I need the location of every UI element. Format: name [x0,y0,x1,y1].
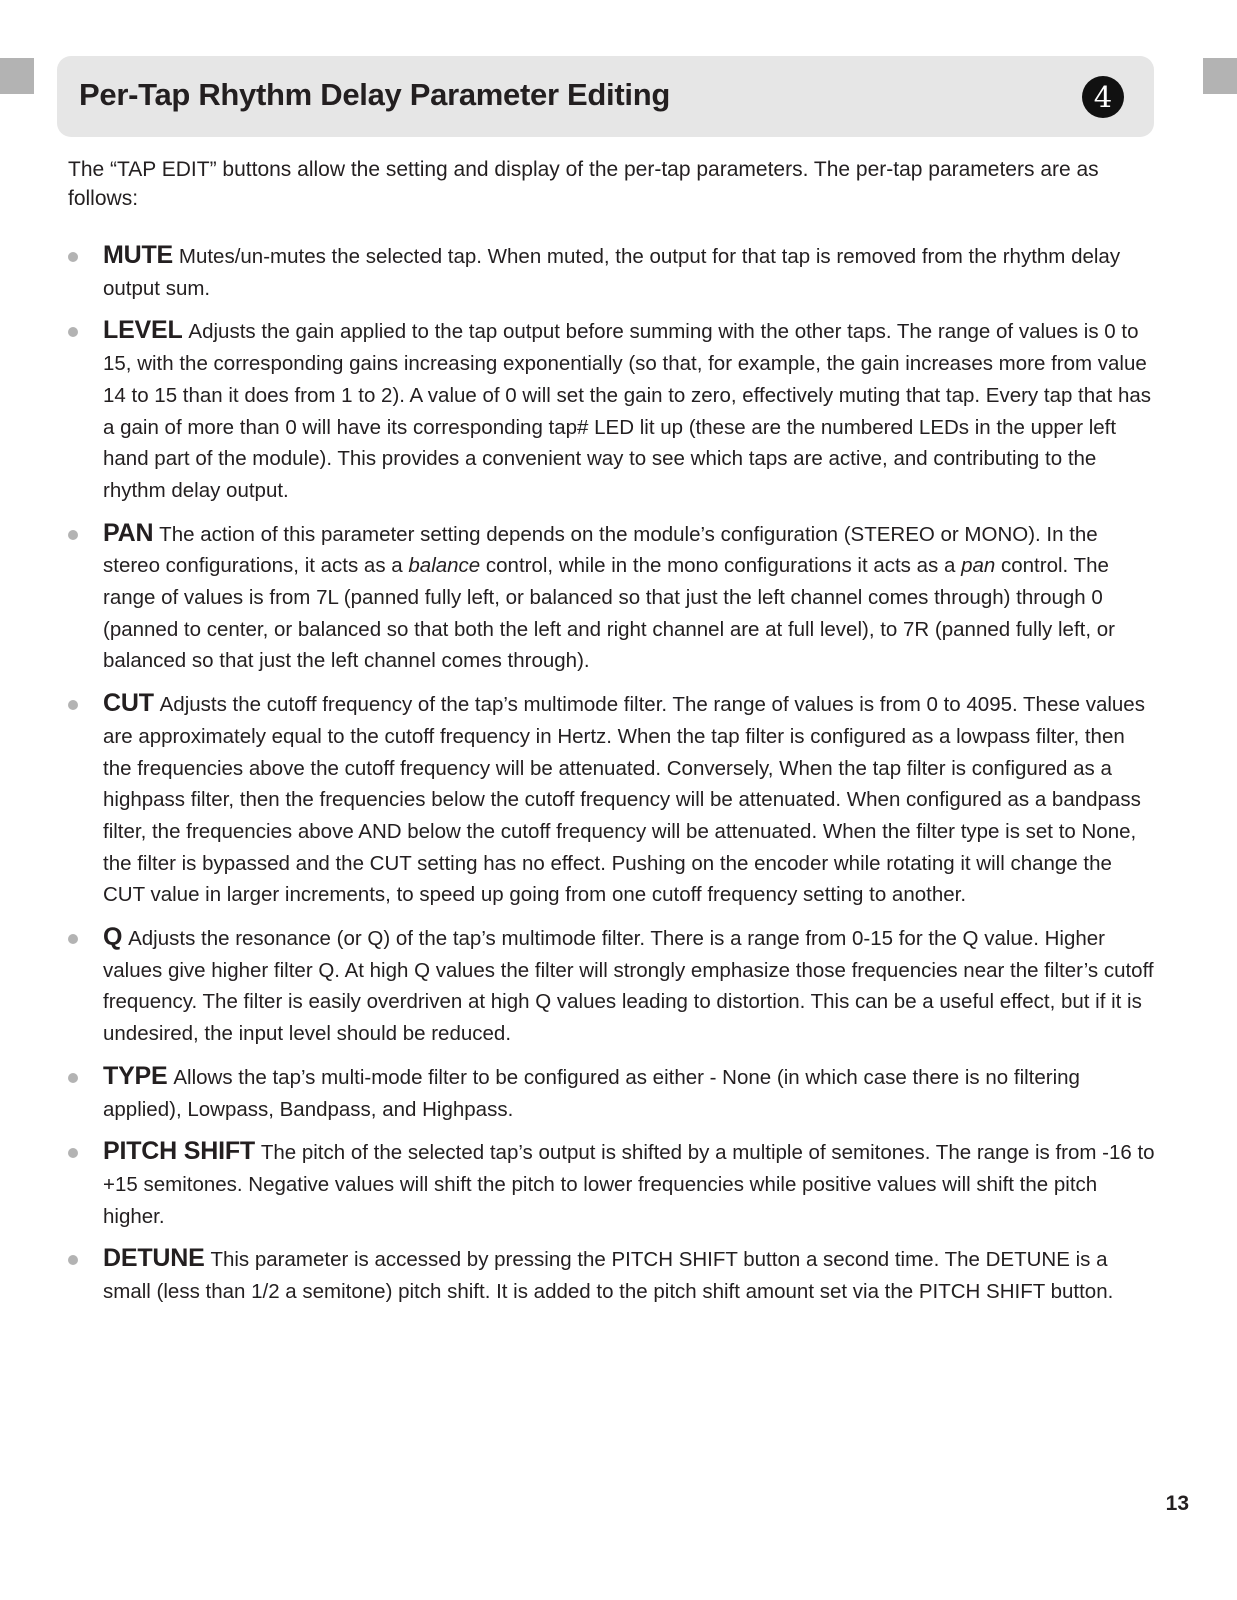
param-description: Adjusts the gain applied to the tap output before summing with the other taps. The range of values is 0 to 15, with the corresponding gains increasing exponentially (so that, for example, the gain increases more from value 14 to 15 than it does from 1 to 2). A value of 0 will set the gain to zero, effectively muting that tap. Every tap that has a gain of more than 0 will have its corresponding tap# LED lit up (these are the numbered LEDs in the upper left hand part of the module). This provides a convenient way to see which taps are active, and contributing to the rhythm delay output. [103,320,1152,502]
param-description: Adjusts the cutoff frequency of the tap’s multimode filter. The range of values is from 0 to 4095. These values are approximately equal to the cutoff frequency in Hertz. When the tap filter is configured as a lowpass filter, then the frequencies above the cutoff frequency will be attenuated. Conversely, When the tap filter is configured as a highpass filter, then the frequencies below the cutoff frequency will be attenuated. When configured as a bandpass filter, the frequencies above AND below the cutoff frequency will be attenuated. When the filter type is set to None, the filter is bypassed and the CUT setting has no effect. Pushing on the encoder while rotating it will change the CUT value in larger increments, to speed up going from one cutoff frequency setting to another. [103,693,1145,907]
param-description: This parameter is accessed by pressing the PITCH SHIFT button a second time. The DETUNE is a small (less than 1/2 a semitone) pitch shift. It is added to the pitch shift amount set via the PITCH SHIFT button. [103,1248,1114,1304]
corner-marker-left [0,58,34,94]
page-title: Per-Tap Rhythm Delay Parameter Editing [79,77,670,112]
param-item-cut [103,688,1158,911]
bullet-icon [68,934,78,944]
parameter-list [0,240,1237,1319]
bullet-icon [68,700,78,710]
param-item-detune [103,1243,1158,1307]
param-item-q [103,922,1158,1050]
param-description-part: The action of this parameter setting depends on the module’s configuration (STEREO or MONO). In the stereo configurations, it acts as a [103,522,1098,578]
param-name: CUT [103,689,154,718]
section-number-badge: 4 [1082,76,1124,118]
bullet-icon [68,327,78,337]
page-number: 13 [1165,1492,1189,1515]
param-item-level [103,315,1158,506]
param-description: Adjusts the resonance (or Q) of the tap’s multimode filter. There is a range from 0-15 for the Q value. Higher values give higher filter Q. At high Q values the filter will strongly emphasize those frequencies near the filter’s cutoff frequency. The filter is easily overdriven at high Q values leading to distortion. This can be a useful effect, but if it is undesired, the input level should be reduced. [103,927,1154,1046]
param-item-type [103,1061,1158,1125]
param-description: Mutes/un-mutes the selected tap. When muted, the output for that tap is removed from the rhythm delay output sum. [103,245,1121,300]
param-name: LEVEL [103,316,183,345]
bullet-icon [68,1255,78,1265]
param-description: Allows the tap’s multi-mode filter to be configured as either - None (in which case there is no filtering applied), Lowpass, Bandpass, and Highpass. [103,1065,1080,1121]
param-description-emphasis: pan [961,554,996,578]
param-item-mute [103,240,1158,304]
param-name: PAN [103,518,154,547]
intro-paragraph: The “TAP EDIT” buttons allow the setting and display of the per-tap parameters. The per-tap parameters are as follows: [68,158,1099,210]
bullet-icon [68,1073,78,1083]
bullet-icon [68,1148,78,1158]
corner-marker-right [1203,58,1237,94]
param-name: DETUNE [103,1244,205,1273]
param-description [103,523,1115,673]
param-description-emphasis: balance [408,554,481,578]
bullet-icon [68,252,78,262]
param-item-pan [103,518,1158,678]
param-name: PITCH SHIFT [103,1137,255,1166]
param-name: MUTE [103,241,174,269]
param-name: TYPE [103,1061,168,1090]
title-bar [57,56,1154,137]
param-description: The pitch of the selected tap’s output is shifted by a multiple of semitones. The range is from -16 to +15 semitones. Negative values will shift the pitch to lower frequencies while positive values will shift the pitch higher. [103,1141,1155,1228]
param-item-pitch-shift [103,1136,1158,1232]
param-description-part: control, while in the mono configurations it acts as a [485,554,956,578]
param-description-part: control. The range of values is from 7L (panned fully left, or balanced so that just the left channel comes through) through 0 (panned to center, or balanced so that both the left and right channel are at full level), to 7R (panned fully left, or balanced so that just the left channel comes through). [103,554,1115,673]
bullet-icon [68,530,78,540]
param-name: Q [103,923,123,952]
